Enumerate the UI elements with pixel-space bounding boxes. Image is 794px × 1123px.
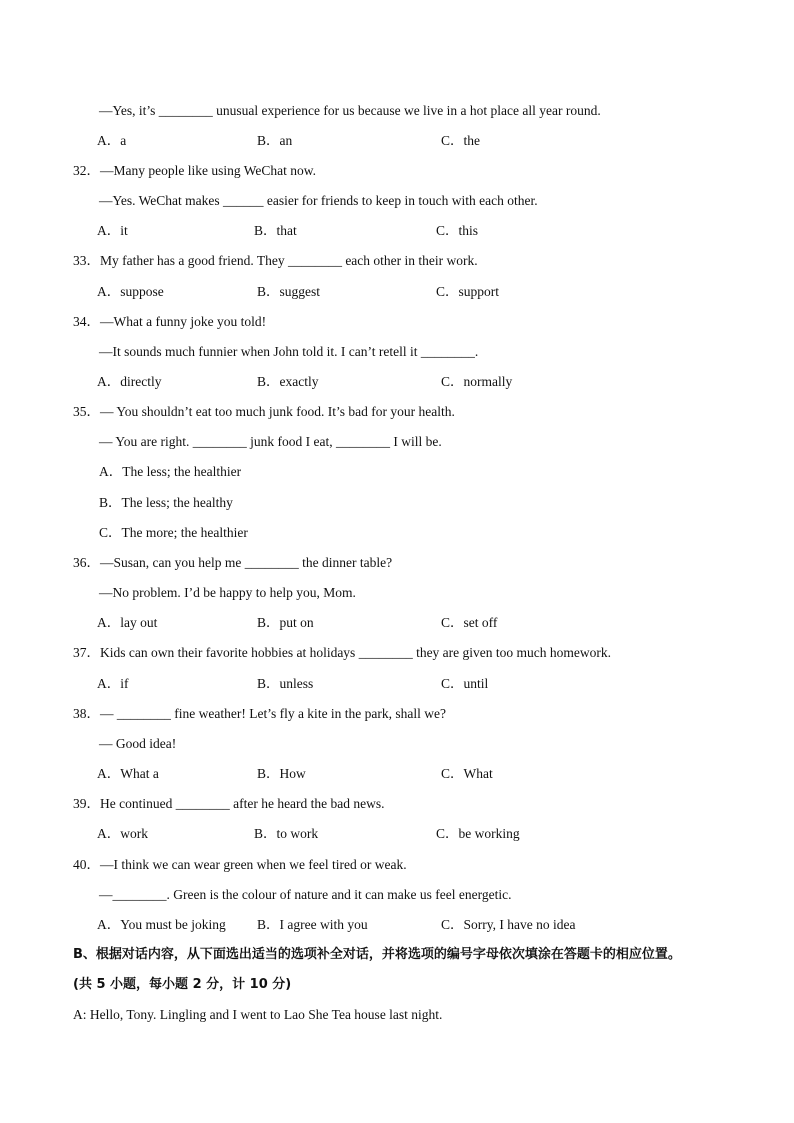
q40-option-b[interactable]: B．I agree with you bbox=[257, 917, 368, 932]
q31-option-c[interactable]: C．the bbox=[441, 133, 480, 148]
q38-option-b[interactable]: B．How bbox=[257, 766, 306, 781]
q36-option-a[interactable]: A．lay out bbox=[97, 615, 158, 630]
q38-option-c[interactable]: C．What bbox=[441, 766, 493, 781]
q32-option-b[interactable]: B．that bbox=[254, 223, 297, 238]
q32-option-a[interactable]: A．it bbox=[97, 223, 128, 238]
q31-answer: —Yes, it’s ________ unusual experience for us because we live in a hot place all year round. bbox=[99, 103, 601, 118]
q37-option-a[interactable]: A．if bbox=[97, 676, 129, 691]
q39-prompt: 39．He continued ________ after he heard the bad news. bbox=[73, 796, 385, 811]
section-b-score: (共 5 小题，每小题 2 分，计 10 分) bbox=[73, 977, 292, 992]
q36-answer: —No problem. I’d be happy to help you, Mom. bbox=[99, 585, 356, 600]
q35-option-a[interactable]: A．The less; the healthier bbox=[99, 464, 242, 479]
q39-option-b[interactable]: B．to work bbox=[254, 826, 319, 841]
q31-option-b[interactable]: B．an bbox=[257, 133, 293, 148]
q32-prompt: 32．—Many people like using WeChat now. bbox=[73, 163, 317, 178]
q34-option-b[interactable]: B．exactly bbox=[257, 374, 319, 389]
q39-option-c[interactable]: C．be working bbox=[436, 826, 520, 841]
q34-prompt: 34．—What a funny joke you told! bbox=[73, 314, 267, 329]
q37-option-c[interactable]: C．until bbox=[441, 676, 489, 691]
q37-prompt: 37．Kids can own their favorite hobbies at holidays ________ they are given too much homework. bbox=[73, 645, 612, 660]
q36-prompt: 36．—Susan, can you help me ________ the dinner table? bbox=[73, 555, 393, 570]
section-b-instruction: B、根据对话内容，从下面选出适当的选项补全对话，并将选项的编号字母依次填涂在答题卡的相应位置。 bbox=[73, 947, 681, 962]
q33-option-b[interactable]: B．suggest bbox=[257, 284, 321, 299]
q40-option-c[interactable]: C．Sorry, I have no idea bbox=[441, 917, 576, 932]
q36-option-b[interactable]: B．put on bbox=[257, 615, 314, 630]
q36-option-c[interactable]: C．set off bbox=[441, 615, 498, 630]
q31-option-a[interactable]: A．a bbox=[97, 133, 127, 148]
q40-prompt: 40．—I think we can wear green when we feel tired or weak. bbox=[73, 857, 407, 872]
q35-option-c[interactable]: C．The more; the healthier bbox=[99, 525, 248, 540]
q37-option-b[interactable]: B．unless bbox=[257, 676, 314, 691]
q32-answer: —Yes. WeChat makes ______ easier for friends to keep in touch with each other. bbox=[99, 193, 538, 208]
q35-answer: — You are right. ________ junk food I eat, ________ I will be. bbox=[99, 434, 442, 449]
q38-answer: — Good idea! bbox=[99, 736, 177, 751]
q33-option-c[interactable]: C．support bbox=[436, 284, 500, 299]
q40-option-a[interactable]: A．You must be joking bbox=[97, 917, 226, 932]
q39-option-a[interactable]: A．work bbox=[97, 826, 148, 841]
q33-option-a[interactable]: A．suppose bbox=[97, 284, 164, 299]
q35-option-b[interactable]: B．The less; the healthy bbox=[99, 495, 233, 510]
q38-option-a[interactable]: A．What a bbox=[97, 766, 159, 781]
q33-prompt: 33．My father has a good friend. They ________ each other in their work. bbox=[73, 253, 478, 268]
dialogue-line-a: A: Hello, Tony. Lingling and I went to Lao She Tea house last night. bbox=[73, 1007, 443, 1022]
q32-option-c[interactable]: C．this bbox=[436, 223, 479, 238]
q38-prompt: 38．— ________ fine weather! Let’s fly a kite in the park, shall we? bbox=[73, 706, 447, 721]
q34-option-a[interactable]: A．directly bbox=[97, 374, 162, 389]
q34-answer: —It sounds much funnier when John told it. I can’t retell it ________. bbox=[99, 344, 479, 359]
q35-prompt: 35．— You shouldn’t eat too much junk food. It’s bad for your health. bbox=[73, 404, 455, 419]
q34-option-c[interactable]: C．normally bbox=[441, 374, 513, 389]
q40-answer: —________. Green is the colour of nature and it can make us feel energetic. bbox=[99, 887, 512, 902]
